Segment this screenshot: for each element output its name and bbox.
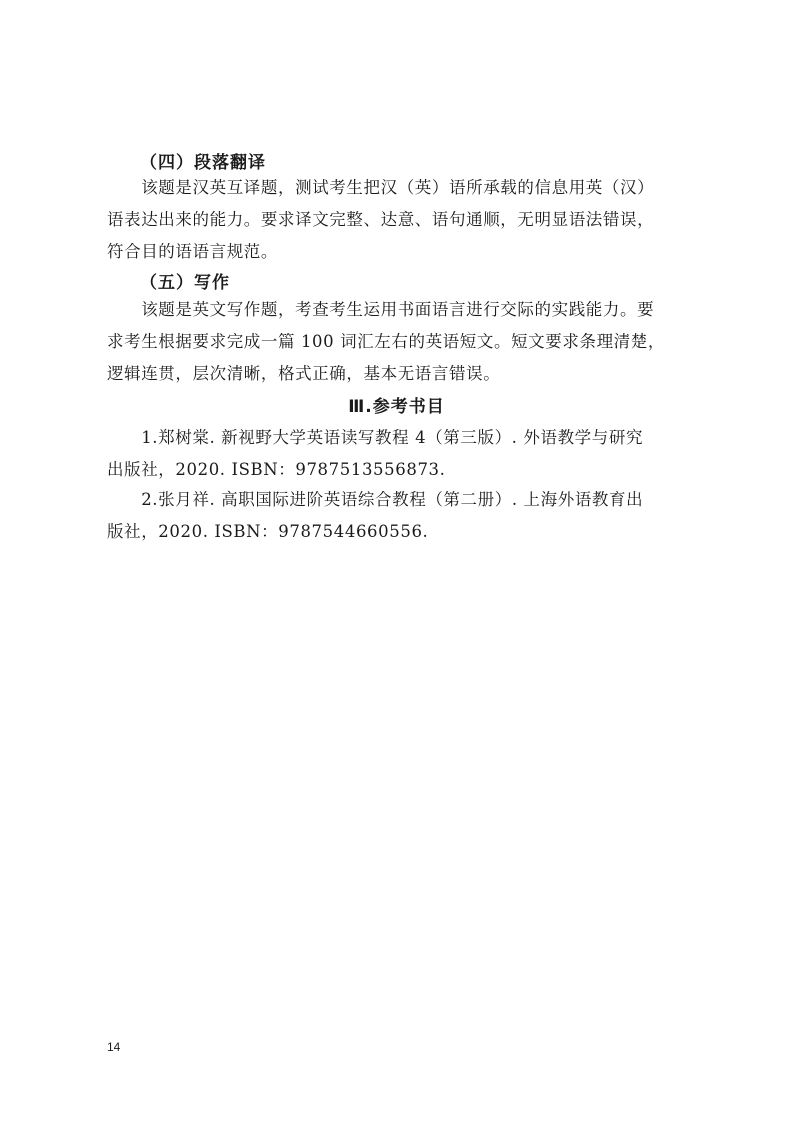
- references-title: Ⅲ.参考书目: [348, 397, 445, 417]
- text-line: 该题是汉英互译题，测试考生把汉（英）语所承载的信息用英（汉）: [107, 178, 655, 197]
- reference-item-1: [107, 422, 697, 486]
- paragraph-translation: [107, 172, 697, 268]
- text-line: 1.郑树棠. 新视野大学英语读写教程 4（第三版）. 外语教学与研究: [107, 428, 644, 447]
- reference-item-2: [107, 484, 697, 548]
- text-line: 符合目的语语言规范。: [107, 242, 278, 261]
- text-line: 求考生根据要求完成一篇 100 词汇左右的英语短文。短文要求条理清楚，: [107, 332, 665, 351]
- text-line: 语表达出来的能力。要求译文完整、达意、语句通顺，无明显语法错误，: [107, 210, 655, 229]
- section-heading-writing: （五）写作: [140, 273, 230, 293]
- paragraph-writing: [107, 294, 697, 390]
- text-line: 2.张月祥. 高职国际进阶英语综合教程（第二册）. 上海外语教育出: [107, 490, 644, 509]
- text-line: 版社，2020. ISBN：9787544660556.: [107, 522, 429, 541]
- text-line: 逻辑连贯，层次清晰，格式正确，基本无语言错误。: [107, 364, 501, 383]
- page-number: 14: [107, 1040, 121, 1054]
- section-heading-translation: （四）段落翻译: [140, 153, 266, 173]
- text-line: 该题是英文写作题，考查考生运用书面语言进行交际的实践能力。要: [107, 300, 655, 319]
- text-line: 出版社，2020. ISBN：9787513556873.: [107, 460, 446, 479]
